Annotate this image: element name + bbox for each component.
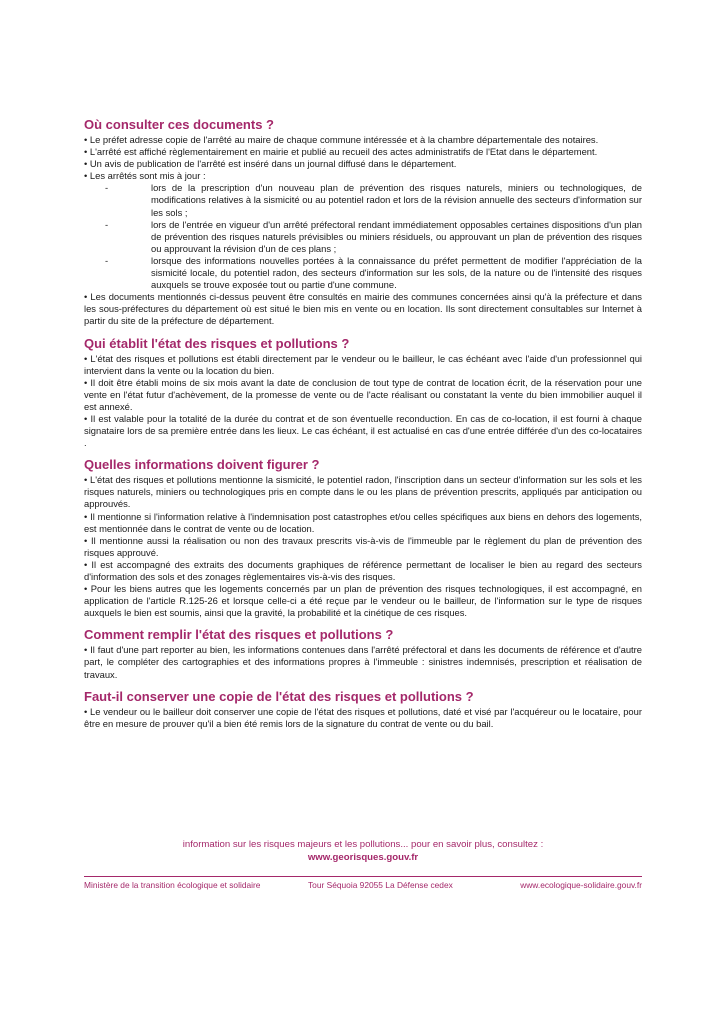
paragraph: • Les documents mentionnés ci-dessus peuvent être consultés en mairie des communes concernées ainsi qu'à la préfecture et dans les sous-préfectures du département où est situé le bien mis en vente ou en location. Ils sont directement consultables sur Internet à partir du site de la préfecture de département. [84,291,642,327]
list-item: - lorsque des informations nouvelles portées à la connaissance du préfet permettent de modifier l'appréciation de la sismicité locale, du potentiel radon, des secteurs d'information sur les sols, de la nature ou de l'intensité des risques auxquels se trouve exposée tout ou partie d'une commune. [105,254,642,291]
list-item: - lors de l'entrée en vigueur d'un arrêté préfectoral rendant immédiatement opposables certaines dispositions d'un plan de prévention des risques naturels prévisibles ou miniers résiduels, ou approuvant un plan de prévention des risques ou approuvant la révision d'un de ces plans ; [105,218,642,254]
section-title: Faut-il conserver une copie de l'état des risques et pollutions ? [84,688,474,704]
footer-address: Tour Séquoia 92055 La Défense cedex [308,880,453,890]
paragraph: • Il est accompagné des extraits des documents graphiques de référence permettant de localiser le bien au regard des secteurs d'information des sols et des zonages règlementaires vis-à-vis des risques. [84,558,642,582]
more-info-block [84,838,642,864]
paragraph: • Il mentionne aussi la réalisation ou non des travaux prescrits vis-à-vis de l'immeuble par le règlement du plan de prévention des risques approuvé. [84,534,642,558]
section-title: Quelles informations doivent figurer ? [84,457,320,473]
paragraph: • L'état des risques et pollutions est établi directement par le vendeur ou le bailleur, le cas échéant avec l'aide d'un professionnel qui intervient dans la vente ou la location du bien. [84,352,642,376]
paragraph: • L'état des risques et pollutions mentionne la sismicité, le potentiel radon, l'inscription dans un secteur d'information sur les sols et les risques naturels, miniers ou technologiques pris en compte dans le ou les plans de prévention prescrits, appliqués par anticipation ou approuvés. [84,474,642,510]
section-title: Où consulter ces documents ? [84,117,274,132]
paragraph: • Un avis de publication de l'arrêté est inséré dans un journal diffusé dans le département. [84,158,457,170]
section-who-establishes [84,336,642,450]
document-body [84,117,642,738]
section-keep-copy [84,689,642,730]
section-how-to-fill [84,627,642,680]
section-where-to-consult [84,117,642,328]
section-required-information [84,457,642,619]
footer-divider [84,876,642,877]
paragraph: • Pour les biens autres que les logements concernés par un plan de prévention des risques technologiques, il est accompagné, en application de l'article R.125-26 et lorsque celle-ci a été reçue par le vendeur ou le bailleur, de l'information sur le type de risques auxquels le bien est soumis, ainsi que la gravité, la probabilité et la cinétique de ces risques. [84,583,642,619]
footer-website-link[interactable]: www.ecologique-solidaire.gouv.fr [520,880,642,890]
dash-bullet-icon: - [105,182,109,194]
update-conditions-list [84,182,642,291]
paragraph: • Le préfet adresse copie de l'arrêté au maire de chaque commune intéressée et à la chambre départementale des notaires. [84,134,599,145]
list-item: - lors de la prescription d'un nouveau plan de prévention des risques naturels, miniers ou technologiques, de modifications relatives à la sismicité ou au potentiel radon et lors de la révision annuelle des secteurs d'information sur les sols ; [105,182,642,218]
paragraph: • L'arrêté est affiché règlementairement en mairie et publié au recueil des actes administratifs de l'Etat dans le département. [84,146,598,158]
paragraph: • Il doit être établi moins de six mois avant la date de conclusion de tout type de contrat de location écrit, de la réservation pour une vente en l'état futur d'achèvement, de la promesse de vente ou de l'acte réalisant ou constatant la vente du bien immobilier auquel il est annexé. [84,376,642,412]
paragraph: • Le vendeur ou le bailleur doit conserver une copie de l'état des risques et pollutions, daté et visé par l'acquéreur ou le locataire, pour être en mesure de prouver qu'il a bien été remis lors de la signature du contrat de vente ou du bail. [84,705,642,729]
section-title: Qui établit l'état des risques et pollutions ? [84,335,350,351]
georisques-link[interactable]: www.georisques.gouv.fr [307,852,419,863]
paragraph: • Il faut d'une part reporter au bien, les informations contenues dans l'arrêté préfectoral et dans les documents de référence et d'autre part, le compléter des cartographies et des informations propres à l'immeuble : sinistres indemnisés, prescription et réalisation de travaux. [84,644,642,680]
dash-bullet-icon: - [105,254,109,266]
dash-bullet-icon: - [105,218,109,230]
paragraph: • Les arrêtés sont mis à jour : [84,170,206,182]
more-info-text: information sur les risques majeurs et les pollutions... pour en savoir plus, consultez : [182,839,544,850]
section-title: Comment remplir l'état des risques et pollutions ? [84,627,394,643]
footer-ministry: Ministère de la transition écologique et solidaire [84,880,261,890]
paragraph: • Il est valable pour la totalité de la durée du contrat et de son éventuelle reconduction. En cas de co-location, il est fourni à chaque signataire lors de sa première entrée dans les lieux. Le cas échéant, il est actualisé en cas d'une entrée différée d'un des co-locataires . [84,412,642,449]
paragraph: • Il mentionne si l'information relative à l'indemnisation post catastrophes et/ou celles spécifiques aux biens en dehors des logements, est mentionnée dans le contrat de vente ou de location. [84,510,642,534]
